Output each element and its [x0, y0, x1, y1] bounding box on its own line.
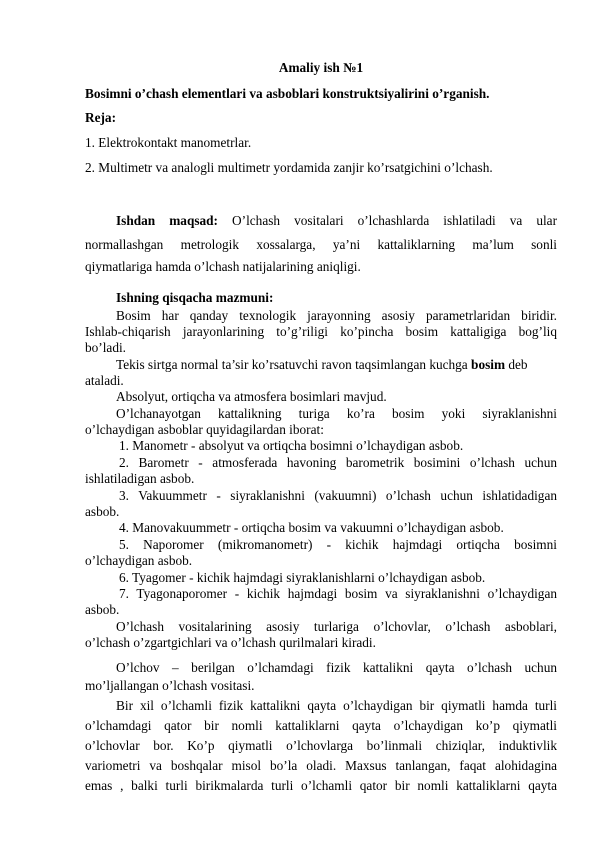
p1-line-1: Bosim har qanday texnologik jarayonning asosiy parametrlaridan biridir. — [116, 308, 557, 323]
p6-line-1: O’lchov – berilgan o’lchamdagi fizik kattalikni qayta o’lchash uchun — [116, 660, 557, 675]
p2-line-2: ataladi. — [85, 373, 124, 388]
p5-line-1: O’lchash vositalarining asosiy turlariga o’lchovlar, o’lchash asboblari, — [116, 619, 557, 634]
plan-item-1: 1. Elektrokontakt manometrlar. — [85, 135, 252, 150]
list-item-7-line-1: 7. Tyagonaporomer - kichik hajmdagi bosim va siyraklanishni o’lchaydigan — [119, 586, 557, 601]
p7-line-1: Bir xil o’lchamli fizik kattalikni qayta o’lchaydigan bir qiymatli hamda turli — [116, 698, 557, 713]
p4-line-1: O’lchanayotgan kattalikning turiga ko’ra bosim yoki siyraklanishni — [116, 406, 557, 421]
list-item-3-line-1: 3. Vakuummetr - siyraklanishni (vakuumni) o’lchash uchun ishlatidadigan — [119, 488, 557, 503]
p1-line-3: bo’ladi. — [85, 340, 126, 355]
p6-line-2: mo’ljallangan o’lchash vositasi. — [85, 678, 255, 693]
doc-heading: Bosimni o’chash elementlari va asboblari konstruktsiyalirini o’rganish. — [85, 86, 490, 101]
summary-label: Ishning qisqacha mazmuni: — [116, 290, 274, 305]
p5-line-2: o’lchash o’zgartgichlari va o’lchash qurilmalari kiradi. — [85, 635, 376, 650]
list-item-5-line-2: o’lchaydigan asbob. — [85, 553, 193, 568]
list-item-1: 1. Manometr - absolyut va ortiqcha bosimni o’lchaydigan asbob. — [119, 438, 464, 453]
p2-text-post: deb — [508, 357, 528, 372]
p3-line: Absolyut, ortiqcha va atmosfera bosimlari mavjud. — [116, 389, 387, 404]
p7-line-2: o’lchamdagi qator bir nomli kattaliklarni qayta o’lchaydigan ko’p qiymatli — [85, 718, 557, 733]
list-item-6: 6. Tyagomer - kichik hajmdagi siyraklanishlarni o’lchaydigan asbob. — [119, 570, 486, 585]
p1-line-2: Ishlab-chiqarish jarayonlarining to’g’riligi ko’pincha bosim kattaligiga bog’liq — [85, 324, 557, 339]
goal-line-2: normallashgan metrologik xossalarga, ya’ni kattaliklarning ma’lum sonli — [85, 237, 557, 252]
list-item-5-line-1: 5. Naporomer (mikromanometr) - kichik hajmdagi ortiqcha bosimni — [119, 537, 557, 552]
list-item-2-line-2: ishlatiladigan asbob. — [85, 471, 195, 486]
goal-text-1: O’lchash vositalari o’lchashlarda ishlatiladi va ular — [232, 213, 557, 228]
p2-line-1 — [116, 357, 557, 373]
p2-term-bosim: bosim — [471, 357, 506, 372]
plan-label: Reja: — [85, 110, 117, 125]
list-item-3-line-2: asbob. — [85, 504, 120, 519]
p2-text-pre: Tekis sirtga normal ta’sir ko’rsatuvchi ravon taqsimlangan kuchga — [116, 357, 468, 372]
list-item-2-line-1: 2. Barometr - atmosferada havoning barometrik bosimini o’lchash uchun — [119, 455, 557, 470]
p4-line-2: o’lchaydigan asboblar quyidagilardan iborat: — [85, 422, 324, 437]
goal-label: Ishdan maqsad: — [116, 213, 218, 228]
list-item-7-line-2: asbob. — [85, 602, 120, 617]
goal-line-1 — [116, 213, 557, 229]
p7-line-3: o’lchovlar bor. Ko’p qiymatli o’lchovlarga bo’linmali chiziqlar, induktivlik — [85, 738, 557, 753]
p7-line-4: variometri va boshqalar misol bo’la oladi. Maxsus tanlangan, faqat alohidagina — [85, 758, 557, 773]
p7-line-5: emas , balki turli birikmalarda turli o’lchamli qator bir nomli kattaliklarni qayta — [85, 778, 557, 793]
list-item-4: 4. Manovakuummetr - ortiqcha bosim va vakuumni o’lchaydigan asbob. — [119, 520, 504, 535]
plan-item-2: 2. Multimetr va analogli multimetr yordamida zanjir ko’rsatgichini o’lchash. — [85, 160, 493, 175]
page-title: Amaliy ish №1 — [278, 60, 364, 75]
goal-line-3: qiymatlariga hamda o’lchash natijalarining aniqligi. — [85, 259, 361, 274]
